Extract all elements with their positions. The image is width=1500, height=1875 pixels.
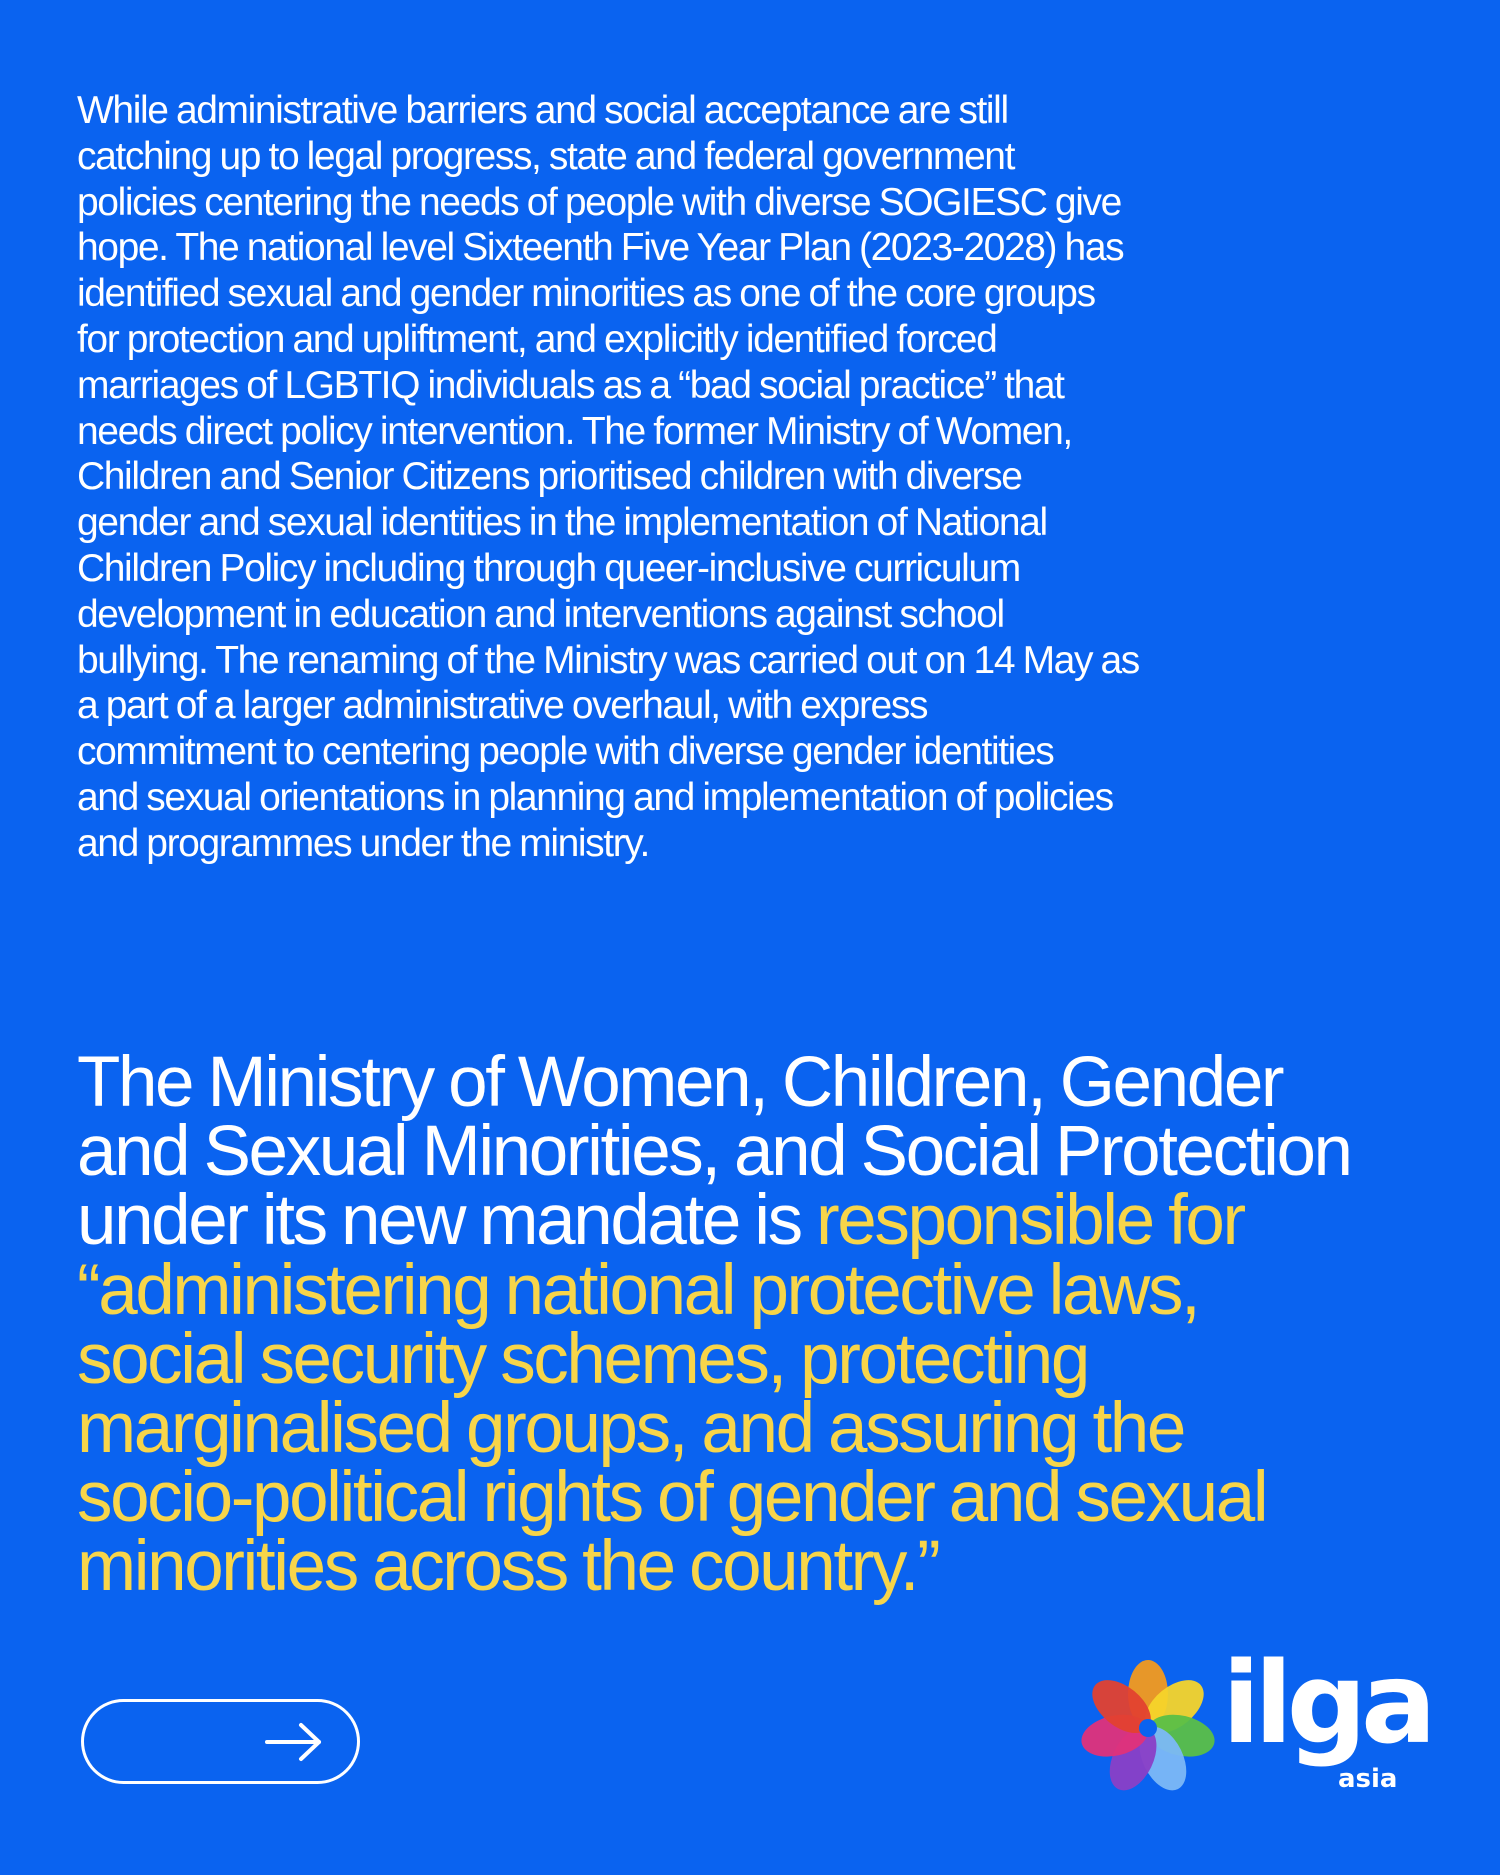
paragraph-line: hope. The national level Sixteenth Five Year Plan (2023-2028) has — [77, 226, 1124, 270]
paragraph-line: a part of a larger administrative overhaul, with express — [77, 684, 928, 728]
quote-highlight-line: “administering national protective laws, — [77, 1250, 1199, 1330]
paragraph-line: bullying. The renaming of the Ministry was carried out on 14 May as — [77, 638, 1139, 682]
ilga-asia-logo — [1080, 1639, 1431, 1796]
body-paragraph — [77, 88, 1377, 867]
logo-wordmark: ilga — [1222, 1639, 1431, 1769]
paragraph-line: Children Policy including through queer-inclusive curriculum — [77, 546, 1020, 590]
paragraph-line: gender and sexual identities in the implementation of National — [77, 501, 1047, 545]
rainbow-flower-icon — [1080, 1656, 1220, 1796]
paragraph-line: and sexual orientations in planning and implementation of policies — [77, 775, 1113, 819]
paragraph-line: and programmes under the ministry. — [77, 821, 649, 865]
quote-line: The Ministry of Women, Children, Gender — [77, 1043, 1283, 1122]
paragraph-line: needs direct policy intervention. The former Ministry of Women, — [77, 409, 1072, 453]
paragraph-line: marriages of LGBTIQ individuals as a “bad social practice” that — [77, 363, 1064, 407]
quote-highlight: responsible for — [816, 1181, 1244, 1261]
paragraph-line: for protection and upliftment, and explicitly identified forced — [77, 317, 997, 361]
logo-subtitle: asia — [1338, 1764, 1398, 1794]
quote-highlight-line: minorities across the country.” — [77, 1527, 939, 1607]
quote-line-plain: under its new mandate is — [77, 1181, 817, 1261]
quote-highlight-line: socio-political rights of gender and sexual — [77, 1458, 1267, 1538]
paragraph-line: development in education and interventions against school — [77, 592, 1004, 636]
quote-line: and Sexual Minorities, and Social Protection — [77, 1112, 1351, 1192]
next-button[interactable] — [81, 1699, 360, 1784]
paragraph-line: While administrative barriers and social acceptance are still — [77, 89, 1008, 132]
arrow-right-icon — [265, 1722, 323, 1762]
paragraph-line: Children and Senior Citizens prioritised children with diverse — [77, 455, 1022, 499]
pull-quote — [77, 1043, 1457, 1607]
paragraph-line: identified sexual and gender minorities as one of the core groups — [77, 272, 1095, 316]
quote-highlight-line: marginalised groups, and assuring the — [77, 1389, 1184, 1469]
paragraph-line: catching up to legal progress, state and federal government — [77, 134, 1015, 178]
paragraph-line: policies centering the needs of people with diverse SOGIESC give — [77, 180, 1121, 224]
paragraph-line: commitment to centering people with diverse gender identities — [77, 730, 1054, 774]
quote-highlight-line: social security schemes, protecting — [77, 1319, 1088, 1399]
quote-line — [77, 1181, 1457, 1261]
